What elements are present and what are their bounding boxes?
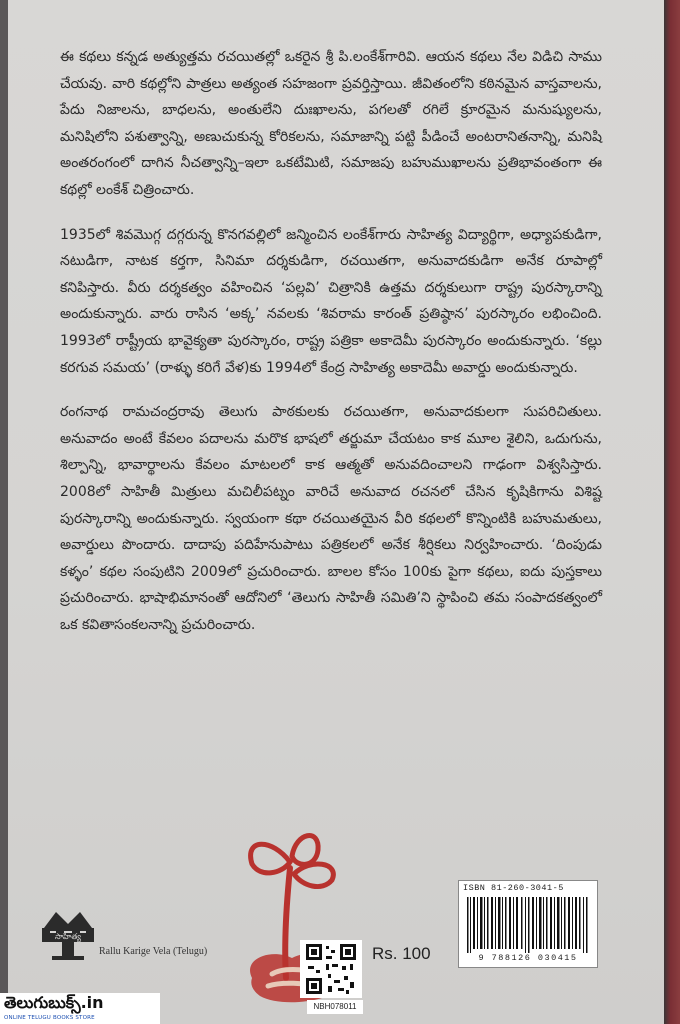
isbn-barcode bbox=[458, 880, 598, 968]
site-name: తెలుగుబుక్స్.in bbox=[4, 993, 104, 1012]
barcode-bars bbox=[465, 897, 591, 953]
isbn-text: ISBN 81-260-3041-5 bbox=[463, 883, 564, 893]
svg-text:సాహిత్య: సాహిత్య bbox=[54, 932, 82, 941]
sahitya-akademi-logo bbox=[40, 906, 96, 962]
qr-code[interactable] bbox=[300, 940, 362, 998]
paragraph-lankesh-stories: ఈ కథలు కన్నడ అత్యుత్తమ రచయితల్లో ఒకరైన శ్రీ పి.లంకేశ్‌గారివి. ఆయన కథలు నేల విడిచి సాము చేయవు. వారి కథల్లోని పాత్రలు అత్యంత సహజంగా ప్రవర్తిస్తాయి. జీవితంలోని కఠినమైన వాస్తవాలను, పేదు నిజాలను, బాధలను, అంతులేని దుఃఖాలను, పగలతో రగిలే క్రూరమైన మనుష్యులను, మనిషిలోని పశుత్వాన్ని, అణుచుకున్న కోరికలను, సమాజాన్ని పట్టి పీడించే అంటరానితనాన్ని, మనిషి అంతరంగంలో దాగిన నీచత్వాన్ని–ఇలా ఒకటేమిటి, సమాజపు బహుముఖాలను ప్రతిభావంతంగా ఈ కథల్లో లంకేశ్ చిత్రించారు. bbox=[60, 49, 602, 198]
book-title-line: Rallu Karige Vela (Telugu) bbox=[99, 946, 208, 957]
barcode-number: 9 788126 030415 bbox=[478, 953, 578, 963]
site-watermark[interactable] bbox=[0, 993, 160, 1024]
price-label: Rs. 100 bbox=[372, 944, 431, 963]
left-edge bbox=[0, 0, 8, 1024]
paragraph-lankesh-bio: 1935లో శివమొగ్గ దగ్గరున్న కొనగవల్లిలో జన్మించిన లంకేశ్‌గారు సాహిత్య విద్యార్థిగా, అధ్యాపకుడిగా, నటుడిగా, నాటక కర్తగా, సినిమా దర్శకుడిగా, రచయితగా, అనువాదకుడిగా అనేక రూపాల్లో కనిపిస్తారు. వీరు దర్శకత్వం వహించిన ‘పల్లవి’ చిత్రానికి ఉత్తమ దర్శకులుగా రాష్ట్ర పురస్కారాన్ని అందుకున్నారు. వారు రాసిన ‘అక్క’ నవలకు ‘శివరామ కారంత్ ప్రతిష్ఠాన’ పురస్కారం లభించింది. 1993లో రాష్ట్రీయ భావైక్యతా పురస్కారం, రాష్ట్ర పత్రికా అకాదెమీ పురస్కారం అందుకున్నారు. ‘కల్లు కరగువ సమయ’ (రాళ్ళు కరిగే వేళ)కు 1994లో కేంద్ర సాహిత్య అకాదెమీ అవార్డు అందుకున్నారు. bbox=[60, 226, 602, 376]
site-tagline: ONLINE TELUGU BOOKS STORE bbox=[4, 1015, 95, 1021]
blurb-text bbox=[60, 44, 602, 656]
paragraph-translator-bio: రంగనాథ రామచంద్రరావు తెలుగు పాఠకులకు రచయితగా, అనువాదకులగా సుపరిచితులు. అనువాదం అంటే కేవలం పదాలను మరొక భాషలో తర్జుమా చేయటం కాక మూల శైలిని, ఒదుగును, శిల్పాన్ని, భావార్థాలను కేవలం మాటలలో కాక ఆత్మతో అనువదించాలని గాఢంగా విశ్వసిస్తారు. 2008లో సాహితీ మిత్రులు మచిలీపట్నం వారిచే అనువాద రచనలో చేసిన కృషికిగాను విశిష్ట పురస్కారాన్ని అందుకున్నారు. స్వయంగా కథా రచయితయైన వీరి కథలలో కొన్నింటికి బహుమతులు, అవార్డులు పొందారు. దాదాపు పదిహేనుపాటు పత్రికలలో అనేక శీర్షికలు నిర్వహించారు. ‘దింపుడు కళ్ళం’ కథల సంపుటిని 2009లో ప్రచురించారు. బాలల కోసం 100కు పైగా కథలు, ఐదు పుస్తకాలు ప్రచురించారు. భాషాభిమానంతో ఆదోనిలో ‘తెలుగు సాహితీ సమితి’ని స్థాపించి తమ సంపాదకత్వంలో ఒక కవితాసంకలనాన్ని ప్రచురించారు. bbox=[60, 404, 602, 633]
qr-code-label: NBH078011 bbox=[307, 1000, 363, 1014]
spine-edge bbox=[664, 0, 680, 1024]
